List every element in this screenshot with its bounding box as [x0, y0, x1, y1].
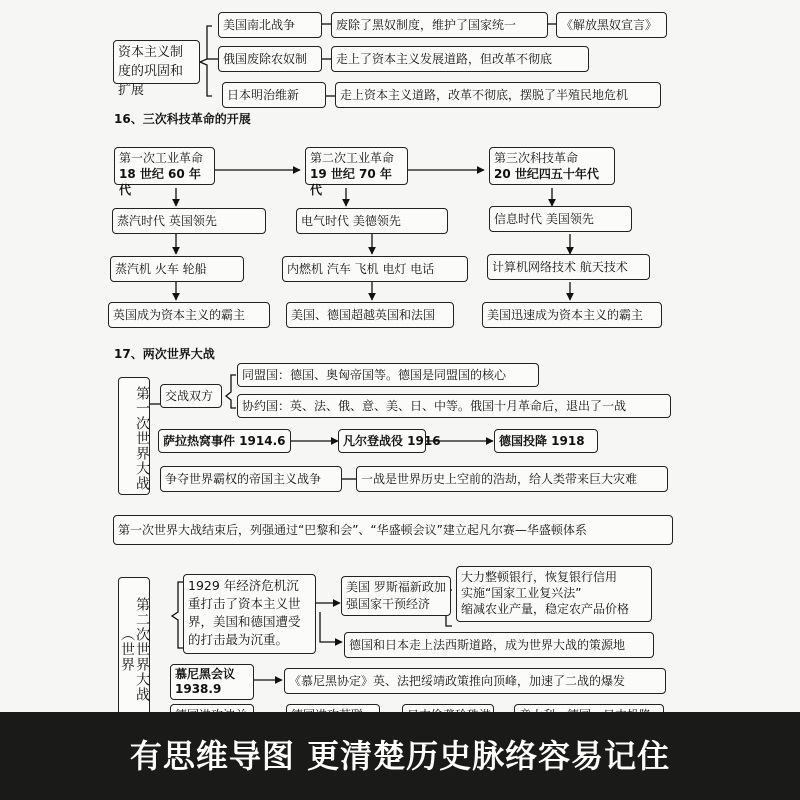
event-meiji-restoration: [222, 82, 326, 108]
belligerents-text: 交战双方: [165, 389, 214, 403]
new-deal-text: 美国 罗斯福新政加强国家干预经济: [346, 580, 446, 611]
capitalism-consolidation-text: 资本主义制度的巩固和扩展: [118, 45, 184, 98]
war-impact-text: 一战是世界历史上空前的浩劫，给人类带来巨大灾难: [361, 472, 638, 486]
great-depression-box: [183, 574, 316, 654]
munich-agreement-box: [284, 668, 666, 694]
result-us-civil-war: [331, 12, 548, 38]
munich-conference-box: [170, 664, 254, 700]
second-industrial-revolution: [305, 147, 408, 197]
event-text: 美国南北战争: [223, 18, 296, 32]
outcome-us-hegemon: [482, 302, 662, 328]
war-nature-text: 争夺世界霸权的帝国主义战争: [165, 472, 322, 486]
outcome-text: 美国、德国超越英国和法国: [291, 308, 436, 322]
outcome-text: 英国成为资本主义的霸主: [113, 308, 246, 322]
document-emancipation: [556, 12, 667, 38]
revolution-name: 第三次科技革命: [494, 151, 579, 165]
munich-agreement-text: 《慕尼黑协定》英、法把绥靖政策推向顶峰，加速了二战的爆发: [289, 674, 626, 688]
ww1-label: [118, 377, 150, 495]
era-information: [489, 206, 632, 232]
event-russia-serfdom: [218, 46, 322, 72]
entente-box: [237, 394, 671, 418]
event-text: 俄国废除农奴制: [223, 52, 308, 66]
capitalism-consolidation-label: [113, 40, 200, 98]
section-17-heading: 17、两次世界大战: [114, 347, 215, 361]
promo-banner: [0, 712, 800, 800]
great-depression-text: 1929 年经济危机沉重打击了资本主义世界，美国和德国遭受的打击最为沉重。: [188, 578, 301, 647]
fascism-text: 德国和日本走上法西斯道路，成为世界大战的策源地: [349, 638, 626, 652]
new-deal-box: [341, 576, 451, 616]
section-16-heading: 16、三次科技革命的开展: [114, 112, 251, 126]
revolution-period: 18 世纪 60 年代: [119, 167, 201, 197]
new-deal-measures: [456, 566, 652, 622]
result-russia-serfdom: [331, 46, 589, 72]
ww1-label-text: 第一次世界大战: [134, 385, 150, 491]
central-powers-text: 同盟国：德国、奥匈帝国等。德国是同盟国的核心: [242, 368, 507, 382]
revolution-period: 20 世纪四五十年代: [494, 167, 599, 181]
result-text: 走上资本主义道路，改革不彻底，摆脱了半殖民地危机: [340, 88, 629, 102]
first-industrial-revolution: [114, 147, 215, 197]
third-tech-revolution: [489, 147, 615, 185]
germany-surrender-1918: [494, 429, 598, 453]
era-steam: [112, 208, 266, 234]
revolution-name: 第二次工业革命: [310, 151, 395, 165]
versailles-text: 第一次世界大战结束后，列强通过“巴黎和会”、“华盛顿会议”建立起凡尔赛—华盛顿体系: [118, 523, 587, 537]
war-nature-box: [160, 466, 342, 492]
event-text: 凡尔登战役 1916: [343, 434, 441, 448]
measure-text: 大力整顿银行，恢复银行信用: [461, 570, 618, 584]
revolution-period: 19 世纪 70 年代: [310, 167, 392, 197]
era-electric: [296, 208, 448, 234]
ww2-label-text: 第二次世界大战（世界: [119, 596, 150, 702]
promo-banner-text: 有思维导图 更清楚历史脉络容易记住: [129, 737, 671, 775]
tech-information: [487, 254, 650, 280]
war-impact-box: [356, 466, 668, 492]
sarajevo-incident: [158, 429, 291, 453]
fascism-box: [344, 632, 654, 658]
result-meiji-restoration: [335, 82, 661, 108]
era-text: 电气时代 美德领先: [301, 214, 401, 228]
event-text: 萨拉热窝事件 1914.6: [163, 434, 286, 448]
outcome-text: 美国迅速成为资本主义的霸主: [487, 308, 644, 322]
tech-text: 蒸汽机 火车 轮船: [115, 262, 207, 276]
belligerents-label: [160, 384, 222, 408]
outcome-britain: [108, 302, 270, 328]
outcome-us-germany: [286, 302, 454, 328]
result-text: 废除了黑奴制度，维护了国家统一: [336, 18, 517, 32]
measure-text: 实施“国家工业复兴法”: [461, 586, 582, 600]
ww2-label: [118, 577, 150, 717]
revolution-name: 第一次工业革命: [119, 151, 204, 165]
tech-electric: [282, 256, 468, 282]
versailles-system-box: [113, 515, 673, 545]
event-text: 德国投降 1918: [499, 434, 585, 448]
entente-text: 协约国：英、法、俄、意、美、日、中等。俄国十月革命后，退出了一战: [242, 399, 627, 413]
central-powers-box: [237, 363, 539, 387]
battle-of-verdun: [338, 429, 441, 453]
event-text: 日本明治维新: [227, 88, 300, 102]
event-us-civil-war: [218, 12, 322, 38]
tech-steam: [110, 256, 244, 282]
tech-text: 内燃机 汽车 飞机 电灯 电话: [287, 262, 435, 276]
era-text: 信息时代 美国领先: [494, 212, 594, 226]
tech-text: 计算机网络技术 航天技术: [492, 260, 628, 274]
measure-text: 缩减农业产量，稳定农产品价格: [461, 602, 630, 616]
era-text: 蒸汽时代 英国领先: [117, 214, 217, 228]
result-text: 走上了资本主义发展道路，但改革不彻底: [336, 52, 553, 66]
document-text: 《解放黑奴宣言》: [561, 18, 658, 32]
munich-conference-text: 慕尼黑会议 1938.9: [175, 667, 236, 696]
